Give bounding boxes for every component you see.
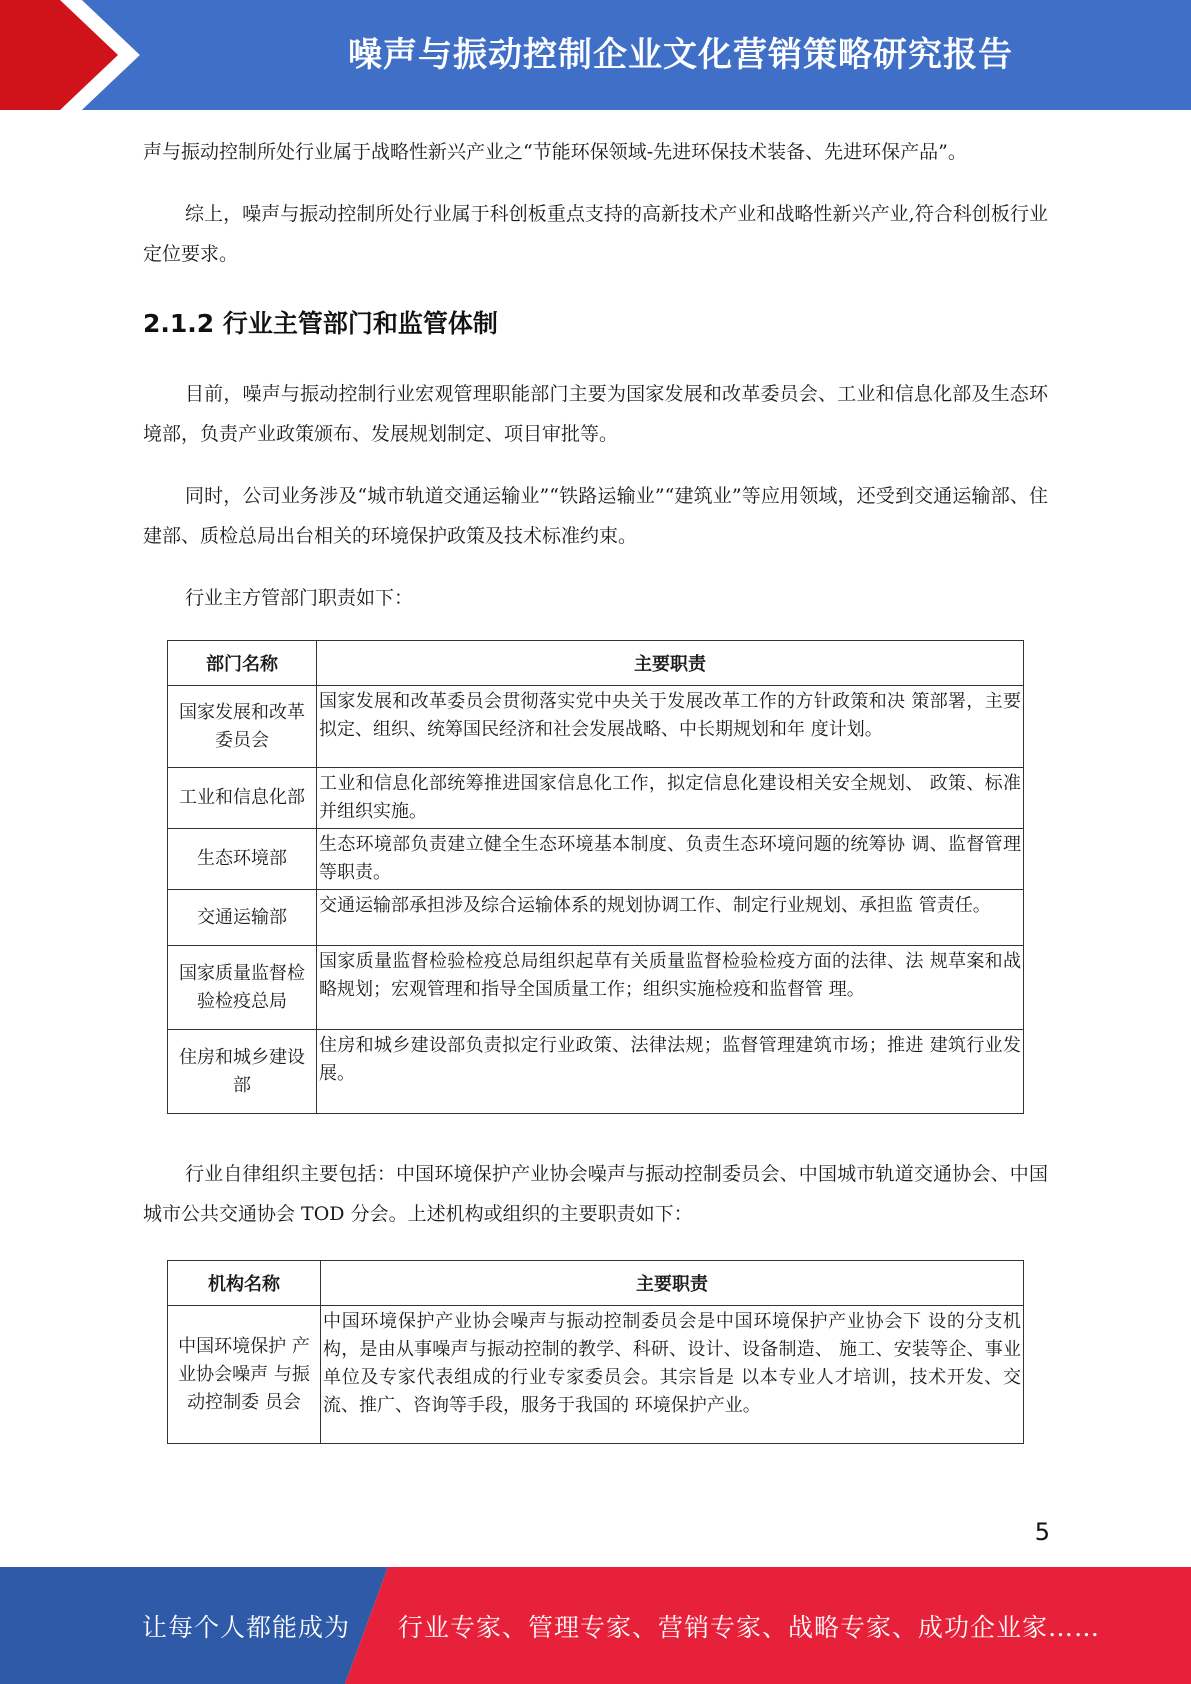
section-heading: 2.1.2 行业主管部门和监管体制 bbox=[143, 309, 498, 338]
page-content bbox=[143, 132, 1048, 1444]
table-row bbox=[168, 1306, 1024, 1444]
department-duty: 工业和信息化部统筹推进国家信息化工作，拟定信息化建设相关安全规划、 政策、标准并组织实施。 bbox=[317, 768, 1024, 829]
table-header-cell: 部门名称 bbox=[168, 641, 317, 686]
organization-duties-table bbox=[167, 1260, 1024, 1444]
department-duty: 国家质量监督检验检疫总局组织起草有关质量监督检验检疫方面的法律、法 规草案和战略规划；宏观管理和指导全国质量工作；组织实施检疫和监督管 理。 bbox=[317, 946, 1024, 1030]
department-duty: 交通运输部承担涉及综合运输体系的规划协调工作、制定行业规划、承担监 管责任。 bbox=[317, 890, 1024, 946]
paragraph: 行业自律组织主要包括：中国环境保护产业协会噪声与振动控制委员会、中国城市轨道交通协会、中国城市公共交通协会 TOD 分会。上述机构或组织的主要职责如下： bbox=[143, 1163, 1048, 1225]
header-arrow-decoration bbox=[0, 0, 200, 110]
department-name: 工业和信息化部 bbox=[168, 768, 317, 829]
footer-slogan-left: 让每个人都能成为 bbox=[142, 1613, 351, 1642]
department-duties-table bbox=[167, 640, 1024, 1114]
table-header-cell: 主要职责 bbox=[321, 1261, 1024, 1306]
paragraph: 行业主方管部门职责如下： bbox=[185, 587, 414, 609]
paragraph: 目前，噪声与振动控制行业宏观管理职能部门主要为国家发展和改革委员会、工业和信息化部及生态环境部，负责产业政策颁布、发展规划制定、项目审批等。 bbox=[143, 383, 1048, 445]
table-row bbox=[168, 829, 1024, 890]
department-duty: 生态环境部负责建立健全生态环境基本制度、负责生态环境问题的统筹协 调、监督管理等职责。 bbox=[317, 829, 1024, 890]
organization-duty: 中国环境保护产业协会噪声与振动控制委员会是中国环境保护产业协会下 设的分支机构，是由从事噪声与振动控制的教学、科研、设计、设备制造、 施工、安装等企、事业单位及专家代表组成的行业专家委员会。其宗旨是 以本专业人才培训，技术开发、交流、推广、咨询等手段，服务于我国的 环境保护产业。 bbox=[321, 1306, 1024, 1444]
footer-slogan-right: 行业专家、管理专家、营销专家、战略专家、成功企业家…… bbox=[398, 1613, 1101, 1642]
paragraph: 声与振动控制所处行业属于战略性新兴产业之“节能环保领域-先进环保技术装备、先进环保产品”。 bbox=[143, 141, 967, 163]
department-name: 交通运输部 bbox=[168, 890, 317, 946]
page-header bbox=[0, 0, 1191, 110]
department-duty: 国家发展和改革委员会贯彻落实党中央关于发展改革工作的方针政策和决 策部署，主要拟定、组织、统筹国民经济和社会发展战略、中长期规划和年 度计划。 bbox=[317, 686, 1024, 768]
department-duty: 住房和城乡建设部负责拟定行业政策、法律法规；监督管理建筑市场；推进 建筑行业发展。 bbox=[317, 1030, 1024, 1114]
organization-name: 中国环境保护 产业协会噪声 与振动控制委 员会 bbox=[168, 1306, 321, 1444]
table-header-cell: 主要职责 bbox=[317, 641, 1024, 686]
table-row bbox=[168, 946, 1024, 1030]
department-name: 国家发展和改革委员会 bbox=[168, 686, 317, 768]
table-row bbox=[168, 1030, 1024, 1114]
paragraph: 同时，公司业务涉及“城市轨道交通运输业”“铁路运输业”“建筑业”等应用领域，还受到交通运输部、住建部、质检总局出台相关的环境保护政策及技术标准约束。 bbox=[143, 485, 1048, 547]
table-header-cell: 机构名称 bbox=[168, 1261, 321, 1306]
department-name: 住房和城乡建设部 bbox=[168, 1030, 317, 1114]
document-title: 噪声与振动控制企业文化营销策略研究报告 bbox=[348, 35, 1013, 75]
table-row bbox=[168, 890, 1024, 946]
department-name: 国家质量监督检验检疫总局 bbox=[168, 946, 317, 1030]
table-row bbox=[168, 768, 1024, 829]
table-header-row bbox=[168, 641, 1024, 686]
table-header-row bbox=[168, 1261, 1024, 1306]
paragraph: 综上，噪声与振动控制所处行业属于科创板重点支持的高新技术产业和战略性新兴产业,符合科创板行业定位要求。 bbox=[143, 203, 1048, 265]
page-number: 5 bbox=[1034, 1518, 1050, 1546]
table-row bbox=[168, 686, 1024, 768]
department-name: 生态环境部 bbox=[168, 829, 317, 890]
